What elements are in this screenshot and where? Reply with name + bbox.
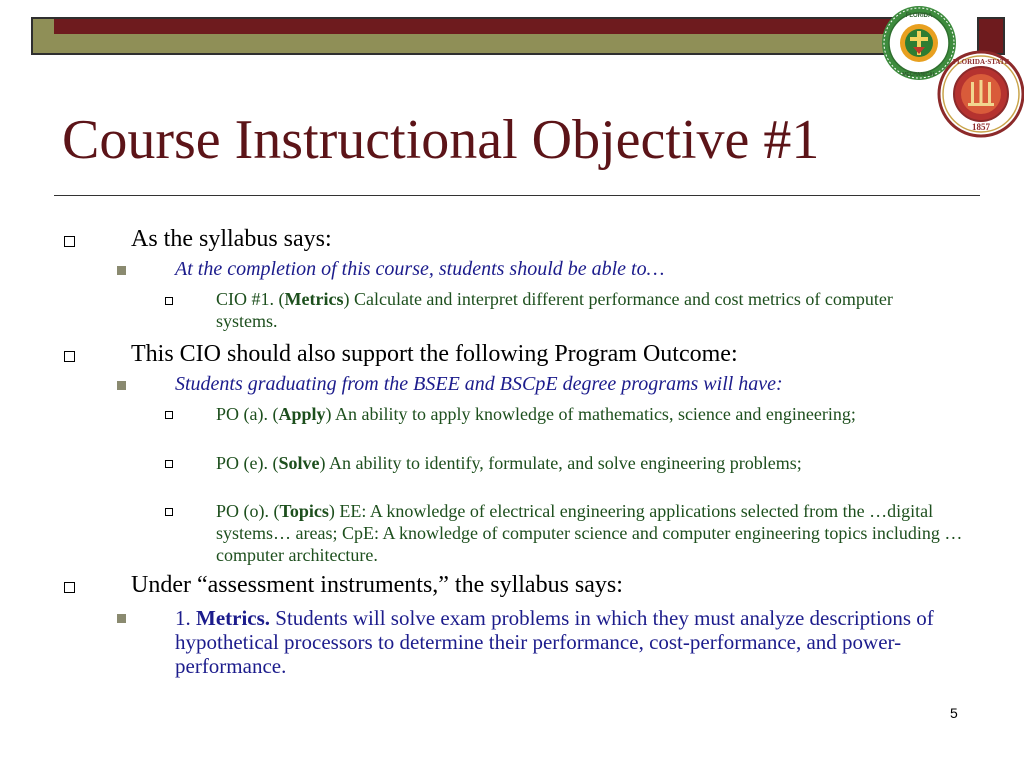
- page-number: 5: [950, 705, 958, 721]
- metrics-assessment-item: 1. Metrics. Students will solve exam problems in which they must analyze descriptions of hypothetical processors to determine their performance, cost-performance, and power-performance.: [175, 606, 934, 678]
- bullet-cio-support: This CIO should also support the following Program Outcome:: [131, 341, 738, 367]
- bullet-solid-square-icon: [117, 614, 126, 623]
- title-divider: [54, 195, 980, 196]
- bullet-hollow-small-icon: [165, 508, 173, 516]
- bullet-students-graduating: Students graduating from the BSEE and BSCpE degree programs will have:: [175, 373, 783, 395]
- bullet-solid-square-icon: [117, 381, 126, 390]
- po-o-item: PO (o). (Topics) EE: A knowledge of electrical engineering applications selected from the …digital systems… areas; CpE: A knowledge of computer science and computer engineering topics including …computer architecture.: [216, 501, 963, 565]
- fsu-seal-logo: [937, 50, 1024, 138]
- bullet-hollow-square-icon: [64, 351, 75, 362]
- bullet-completion-statement: At the completion of this course, students should be able to…: [175, 258, 665, 280]
- po-a-item: PO (a). (Apply) An ability to apply knowledge of mathematics, science and engineering;: [216, 404, 856, 424]
- svg-text:MECHANICAL: MECHANICAL: [902, 72, 936, 78]
- bullet-hollow-square-icon: [64, 236, 75, 247]
- svg-text:FLORIDA: FLORIDA: [905, 13, 933, 19]
- fsu-year: 1857: [972, 122, 990, 132]
- po-e-item: PO (e). (Solve) An ability to identify, formulate, and solve engineering problems;: [216, 453, 802, 473]
- bullet-solid-square-icon: [117, 266, 126, 275]
- header-band-maroon: [54, 19, 937, 34]
- bullet-hollow-small-icon: [165, 297, 173, 305]
- bullet-hollow-small-icon: [165, 411, 173, 419]
- slide-title: Course Instructional Objective #1: [62, 109, 820, 171]
- bullet-syllabus-says: As the syllabus says:: [131, 226, 332, 252]
- cio-1-item: CIO #1. (Metrics) Calculate and interpret different performance and cost metrics of computer systems.: [216, 289, 893, 331]
- bullet-hollow-square-icon: [64, 582, 75, 593]
- svg-text:FLORIDA·STATE: FLORIDA·STATE: [952, 58, 1010, 66]
- bullet-assessment-instruments: Under “assessment instruments,” the syllabus says:: [131, 572, 623, 598]
- bullet-hollow-small-icon: [165, 460, 173, 468]
